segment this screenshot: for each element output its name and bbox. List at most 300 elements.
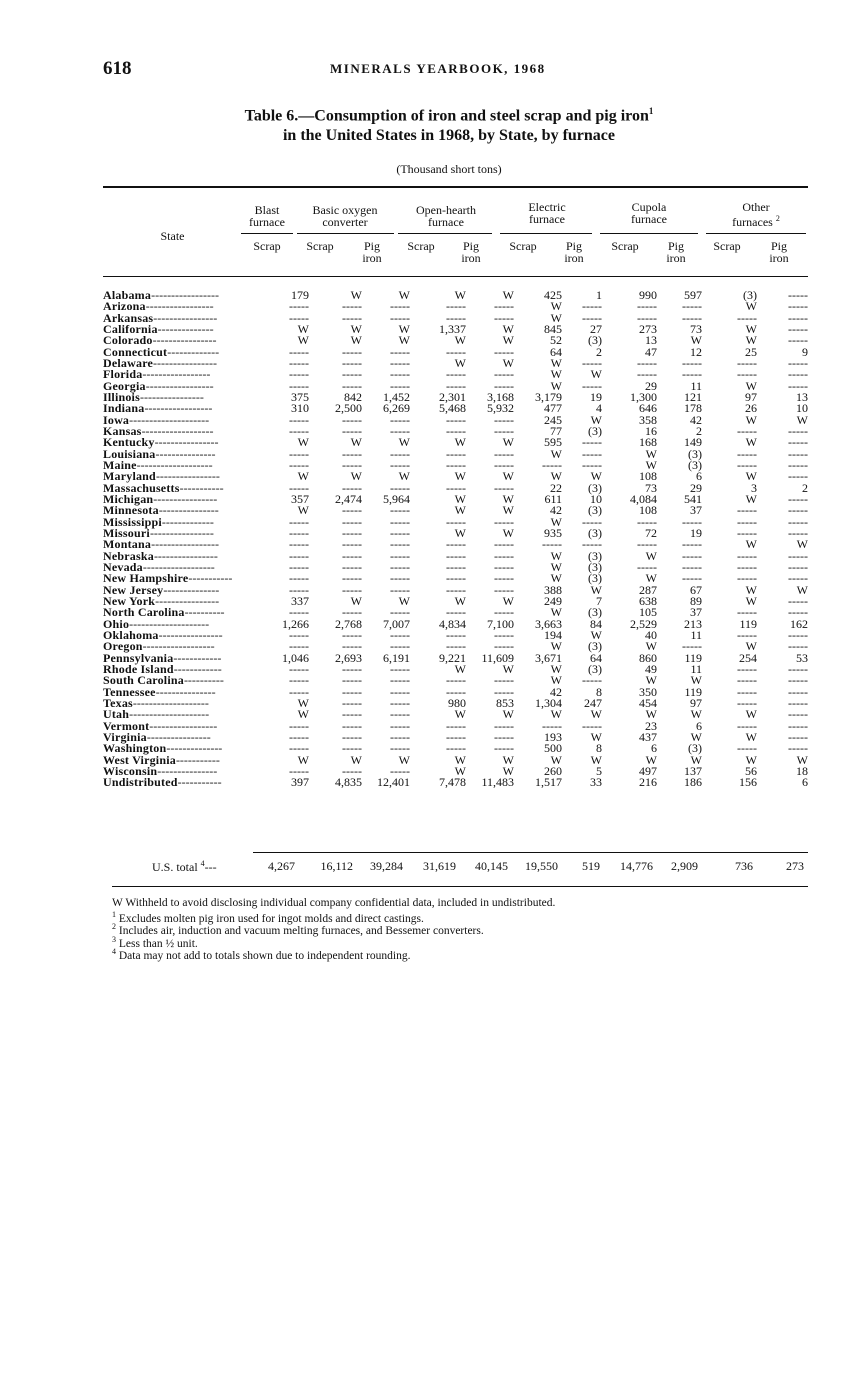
value-cell: 287 — [639, 582, 657, 597]
value-cell: W — [398, 435, 410, 450]
value-cell: ----- — [446, 571, 466, 586]
value-cell: 193 — [544, 729, 562, 744]
bof-pig-header — [352, 240, 392, 264]
value-cell: ----- — [788, 628, 808, 642]
state-name: Utah — [103, 707, 130, 722]
value-cell: ----- — [788, 424, 808, 439]
value-cell: W — [690, 673, 702, 688]
value-cell: ----- — [788, 435, 808, 450]
bof-pig-l2: iron — [362, 251, 382, 265]
value-cell: 119 — [684, 684, 702, 699]
value-cell: W — [297, 435, 309, 450]
value-cell: ----- — [637, 310, 657, 325]
leader-dots: ---------------- — [155, 594, 220, 609]
total-value: 19,550 — [525, 859, 558, 873]
value-cell: 497 — [639, 763, 657, 778]
value-cell: 7 — [596, 594, 602, 609]
value-cell: 33 — [590, 775, 602, 790]
value-cell: 168 — [639, 435, 657, 450]
value-cell: 2 — [596, 344, 602, 359]
total-value: 4,267 — [268, 859, 295, 873]
value-cell: ----- — [494, 582, 514, 597]
value-cell: W — [454, 469, 466, 484]
total-value: 519 — [582, 859, 600, 873]
value-cell: W — [350, 752, 362, 767]
state-name: Louisiana — [103, 446, 156, 461]
value-cell: 388 — [544, 582, 562, 597]
value-cell: ----- — [737, 661, 757, 676]
value-cell: ----- — [390, 503, 410, 518]
state-name: Mississippi — [103, 514, 162, 529]
value-cell: W — [502, 707, 514, 722]
value-cell: ----- — [289, 310, 309, 325]
leader-dots: ----------------- — [144, 401, 213, 416]
value-cell: W — [645, 571, 657, 586]
value-cell: ----- — [342, 741, 362, 756]
value-cell: W — [590, 469, 602, 484]
value-cell: 454 — [639, 695, 657, 710]
value-cell: W — [398, 594, 410, 609]
value-cell: 56 — [745, 763, 757, 778]
leader-dots: ---------------- — [158, 628, 223, 642]
value-cell: ----- — [446, 412, 466, 427]
value-cell: 260 — [544, 763, 562, 778]
value-cell: 37 — [690, 605, 702, 620]
value-cell: 247 — [584, 695, 602, 710]
value-cell: ----- — [494, 673, 514, 688]
value-cell: W — [645, 446, 657, 461]
value-cell: ----- — [788, 322, 808, 337]
value-cell: W — [398, 288, 410, 303]
table-title — [0, 106, 858, 125]
value-cell: ----- — [582, 673, 602, 688]
state-name: Rhode Island — [103, 661, 174, 676]
value-cell: 19 — [590, 390, 602, 405]
value-cell: ----- — [342, 458, 362, 473]
value-cell: W — [350, 333, 362, 348]
value-cell: ----- — [788, 288, 808, 303]
value-cell: 9 — [802, 344, 808, 359]
value-cell: ----- — [582, 718, 602, 733]
value-cell: 853 — [496, 695, 514, 710]
value-cell: W — [350, 322, 362, 337]
footnote-w: W Withheld to avoid disclosing individual company confidential data, included in undistributed. — [112, 897, 556, 909]
value-cell: ----- — [737, 514, 757, 529]
value-cell: W — [550, 548, 562, 563]
value-cell: ----- — [342, 718, 362, 733]
value-cell: 49 — [645, 661, 657, 676]
leader-dots: ----------------- — [151, 288, 220, 303]
fn3-text: Less than ½ unit. — [118, 937, 198, 950]
value-cell: ----- — [637, 514, 657, 529]
value-cell: 541 — [684, 492, 702, 507]
value-cell: ----- — [682, 560, 702, 575]
value-cell: 22 — [550, 480, 562, 495]
value-cell: 194 — [544, 628, 562, 642]
state-name: West Virginia — [103, 752, 176, 767]
total-value: 2,909 — [671, 859, 698, 873]
value-cell: (3) — [688, 741, 702, 756]
value-cell: W — [590, 582, 602, 597]
value-cell: ----- — [446, 446, 466, 461]
value-cell: ----- — [390, 605, 410, 620]
value-cell: ----- — [390, 378, 410, 393]
value-cell: ----- — [788, 661, 808, 676]
value-cell: ----- — [390, 514, 410, 529]
state-name: New Hampshire — [103, 571, 189, 586]
value-cell: W — [502, 435, 514, 450]
value-cell: ----- — [446, 514, 466, 529]
oh-pig-header — [451, 240, 491, 264]
value-cell: W — [550, 707, 562, 722]
value-cell: 3 — [751, 480, 757, 495]
value-cell: 249 — [544, 594, 562, 609]
value-cell: W — [645, 752, 657, 767]
value-cell: 8 — [596, 741, 602, 756]
other-pig-l1: Pig — [770, 239, 787, 253]
value-cell: 108 — [639, 503, 657, 518]
leader-dots: ----------------- — [142, 367, 211, 382]
value-cell: 13 — [645, 333, 657, 348]
leader-dots: -------------------- — [129, 412, 210, 427]
leader-dots: --------------- — [157, 763, 218, 778]
total-value: 31,619 — [423, 859, 456, 873]
value-cell: ----- — [289, 763, 309, 778]
state-name: South Carolina — [103, 673, 184, 688]
value-cell: ----- — [788, 639, 808, 654]
value-cell: 646 — [639, 401, 657, 416]
value-cell: W — [745, 469, 757, 484]
value-cell: W — [745, 582, 757, 597]
value-cell: ----- — [289, 514, 309, 529]
state-name: Iowa — [103, 412, 130, 427]
value-cell: ----- — [390, 673, 410, 688]
us-total-footnote-ref: 4 — [200, 859, 205, 868]
value-cell: ----- — [342, 707, 362, 722]
value-cell: ----- — [289, 571, 309, 586]
blast-furnace-header — [238, 204, 296, 228]
value-cell: ----- — [390, 548, 410, 563]
value-cell: ----- — [446, 367, 466, 382]
value-cell: W — [502, 594, 514, 609]
value-cell: ----- — [289, 628, 309, 642]
value-cell: ----- — [342, 356, 362, 371]
value-cell: ----- — [289, 526, 309, 541]
value-cell: W — [454, 492, 466, 507]
value-cell: 11 — [690, 378, 702, 393]
state-name: Nevada — [103, 560, 143, 575]
value-cell: 337 — [291, 594, 309, 609]
value-cell: W — [398, 322, 410, 337]
value-cell: ----- — [390, 424, 410, 439]
value-cell: ----- — [446, 729, 466, 744]
value-cell: 156 — [739, 775, 757, 790]
fn4-mark: 4 — [112, 947, 116, 956]
value-cell: 1 — [596, 288, 602, 303]
value-cell: W — [502, 492, 514, 507]
value-cell: ----- — [390, 639, 410, 654]
value-cell: ----- — [289, 367, 309, 382]
value-cell: ----- — [737, 367, 757, 382]
value-cell: 375 — [291, 390, 309, 405]
elec-header-line1: Electric — [528, 200, 566, 214]
value-cell: ----- — [494, 718, 514, 733]
value-cell: W — [550, 514, 562, 529]
fn3-mark: 3 — [112, 935, 116, 944]
value-cell: 3,671 — [535, 650, 562, 665]
value-cell: ----- — [737, 560, 757, 575]
value-cell: ----- — [788, 695, 808, 710]
state-cell — [103, 777, 253, 788]
value-cell: W — [550, 299, 562, 314]
value-cell: W — [745, 435, 757, 450]
value-cell: ----- — [390, 480, 410, 495]
value-cell: ----- — [342, 514, 362, 529]
value-cell: ----- — [342, 310, 362, 325]
value-cell: ----- — [494, 560, 514, 575]
other-scrap-header: Scrap — [713, 239, 741, 253]
value-cell: ----- — [788, 594, 808, 609]
value-cell: ----- — [390, 695, 410, 710]
value-cell: 121 — [684, 390, 702, 405]
state-name: Montana — [103, 537, 152, 552]
value-cell: ----- — [737, 424, 757, 439]
value-cell: 178 — [684, 401, 702, 416]
state-name: Illinois — [103, 390, 140, 405]
value-cell: 11 — [690, 661, 702, 676]
total-value: 14,776 — [620, 859, 653, 873]
value-cell: W — [350, 288, 362, 303]
leader-dots: ---------------- — [153, 356, 217, 371]
value-cell: 10 — [590, 492, 602, 507]
value-cell: 1,337 — [439, 322, 466, 337]
value-cell: 5,468 — [439, 401, 466, 416]
value-cell: 1,300 — [630, 390, 657, 405]
value-cell: 73 — [645, 480, 657, 495]
value-cell: 6 — [696, 469, 702, 484]
value-cell: W — [398, 333, 410, 348]
value-cell: 1,452 — [383, 390, 410, 405]
value-cell: ----- — [390, 628, 410, 642]
other-pig-l2: iron — [769, 251, 789, 265]
state-name: Delaware — [103, 356, 154, 371]
value-cell: ----- — [289, 548, 309, 563]
value-cell: ----- — [788, 729, 808, 744]
value-cell: ----- — [289, 480, 309, 495]
value-cell: ----- — [289, 537, 309, 552]
value-cell: ----- — [390, 446, 410, 461]
header-bottom-rule — [103, 276, 808, 277]
value-cell: ----- — [289, 729, 309, 744]
value-cell: ----- — [788, 299, 808, 314]
value-cell: ----- — [582, 378, 602, 393]
value-cell: ----- — [289, 378, 309, 393]
value-cell: ----- — [737, 503, 757, 518]
elec-header-line2: furnace — [529, 212, 565, 226]
header-top-rule — [103, 186, 808, 188]
value-cell: 1,517 — [535, 775, 562, 790]
fn1-text: Excludes molten pig iron used for ingot molds and direct castings. — [118, 912, 424, 925]
value-cell: W — [502, 752, 514, 767]
value-cell: ----- — [342, 605, 362, 620]
bof-group-rule — [297, 233, 394, 234]
value-cell: ----- — [390, 729, 410, 744]
leader-dots: ---------------- — [152, 333, 217, 348]
value-cell: 980 — [448, 695, 466, 710]
value-cell: 13 — [796, 390, 808, 405]
leader-dots: ----------- — [177, 775, 222, 790]
value-cell: 5,932 — [487, 401, 514, 416]
state-name: Missouri — [103, 526, 150, 541]
value-cell: ----- — [737, 356, 757, 371]
value-cell: ----- — [494, 367, 514, 382]
value-cell: W — [398, 469, 410, 484]
leader-dots: ---------------- — [146, 729, 211, 744]
value-cell: 149 — [684, 435, 702, 450]
leader-dots: ----------------- — [149, 718, 218, 733]
value-cell: ----- — [446, 560, 466, 575]
value-cell: 7,007 — [383, 616, 410, 631]
value-cell: (3) — [588, 560, 602, 575]
value-cell: ----- — [682, 299, 702, 314]
value-cell: 2,768 — [335, 616, 362, 631]
value-cell: 42 — [690, 412, 702, 427]
value-cell: ----- — [737, 548, 757, 563]
other-footnote-ref: 2 — [775, 214, 780, 223]
value-cell: 47 — [645, 344, 657, 359]
blast-header-line1: Blast — [254, 203, 280, 217]
value-cell: ----- — [582, 310, 602, 325]
value-cell: W — [550, 446, 562, 461]
total-value: 39,284 — [370, 859, 403, 873]
value-cell: (3) — [743, 288, 757, 303]
value-cell: W — [550, 367, 562, 382]
value-cell: 29 — [690, 480, 702, 495]
value-cell: ----- — [682, 367, 702, 382]
value-cell: 11 — [690, 628, 702, 642]
state-name: New Jersey — [103, 582, 164, 597]
state-name: Texas — [103, 695, 133, 710]
leader-dots: -------------- — [166, 741, 223, 756]
value-cell: ----- — [342, 367, 362, 382]
value-cell: ----- — [682, 571, 702, 586]
value-cell: 7,478 — [439, 775, 466, 790]
value-cell: ----- — [390, 344, 410, 359]
leader-dots: --------------- — [155, 446, 216, 461]
value-cell: ----- — [494, 729, 514, 744]
value-cell: W — [502, 661, 514, 676]
value-cell: ----- — [342, 480, 362, 495]
value-cell: 437 — [639, 729, 657, 744]
value-cell: 845 — [544, 322, 562, 337]
value-cell: ----- — [289, 673, 309, 688]
state-name: Florida — [103, 367, 143, 382]
blast-header-line2: furnace — [249, 215, 285, 229]
state-name: Michigan — [103, 492, 154, 507]
cupola-header-line2: furnace — [631, 212, 667, 226]
value-cell: ----- — [390, 763, 410, 778]
value-cell: ----- — [342, 560, 362, 575]
state-name: Arizona — [103, 299, 146, 314]
value-cell: 29 — [645, 378, 657, 393]
value-cell: 67 — [690, 582, 702, 597]
total-top-rule — [253, 852, 808, 853]
value-cell: ----- — [582, 299, 602, 314]
value-cell: ----- — [494, 537, 514, 552]
value-cell: 2,301 — [439, 390, 466, 405]
value-cell: ----- — [788, 526, 808, 541]
value-cell: W — [645, 673, 657, 688]
value-cell: W — [590, 412, 602, 427]
value-cell: 1,046 — [282, 650, 309, 665]
value-cell: W — [745, 412, 757, 427]
value-cell: ----- — [788, 367, 808, 382]
value-cell: ----- — [446, 537, 466, 552]
value-cell: ----- — [342, 571, 362, 586]
state-name: New York — [103, 594, 156, 609]
table-title-line2: in the United States in 1968, by State, by furnace — [282, 127, 615, 144]
value-cell: ----- — [637, 537, 657, 552]
value-cell: ----- — [446, 310, 466, 325]
value-cell: 4 — [596, 401, 602, 416]
value-cell: ----- — [289, 356, 309, 371]
value-cell: W — [454, 752, 466, 767]
value-cell: ----- — [289, 446, 309, 461]
other-header-line1: Other — [742, 200, 770, 214]
value-cell: ----- — [494, 741, 514, 756]
value-cell: W — [550, 469, 562, 484]
us-total-text: U.S. total — [152, 860, 198, 874]
value-cell: W — [502, 356, 514, 371]
value-cell: W — [590, 752, 602, 767]
total-value: 736 — [735, 859, 753, 873]
value-cell: W — [690, 729, 702, 744]
value-cell: ----- — [542, 458, 562, 473]
value-cell: W — [745, 729, 757, 744]
leader-dots: ------------------ — [141, 424, 214, 439]
value-cell: ----- — [342, 684, 362, 699]
state-name: Pennsylvania — [103, 650, 174, 665]
value-cell: ----- — [494, 480, 514, 495]
value-cell: ----- — [446, 582, 466, 597]
leader-dots: --------------- — [155, 684, 216, 699]
value-cell: ----- — [494, 684, 514, 699]
value-cell: W — [454, 707, 466, 722]
value-cell: ----- — [446, 480, 466, 495]
value-cell: W — [297, 707, 309, 722]
value-cell: ----- — [494, 639, 514, 654]
value-cell: 2 — [802, 480, 808, 495]
leader-dots: ----------------- — [151, 537, 220, 552]
value-cell: W — [454, 333, 466, 348]
value-cell: ----- — [494, 571, 514, 586]
value-cell: W — [645, 639, 657, 654]
value-cell: 72 — [645, 526, 657, 541]
value-cell: (3) — [588, 333, 602, 348]
value-cell: ----- — [788, 503, 808, 518]
value-cell: (3) — [588, 605, 602, 620]
cupola-pig-l2: iron — [666, 251, 686, 265]
value-cell: ----- — [342, 299, 362, 314]
value-cell: 9,221 — [439, 650, 466, 665]
oh-scrap-header: Scrap — [407, 239, 435, 253]
value-cell: W — [297, 752, 309, 767]
value-cell: 6 — [651, 741, 657, 756]
value-cell: ----- — [788, 707, 808, 722]
value-cell: 53 — [796, 650, 808, 665]
value-cell: 11,483 — [481, 775, 514, 790]
value-cell: 4,834 — [439, 616, 466, 631]
